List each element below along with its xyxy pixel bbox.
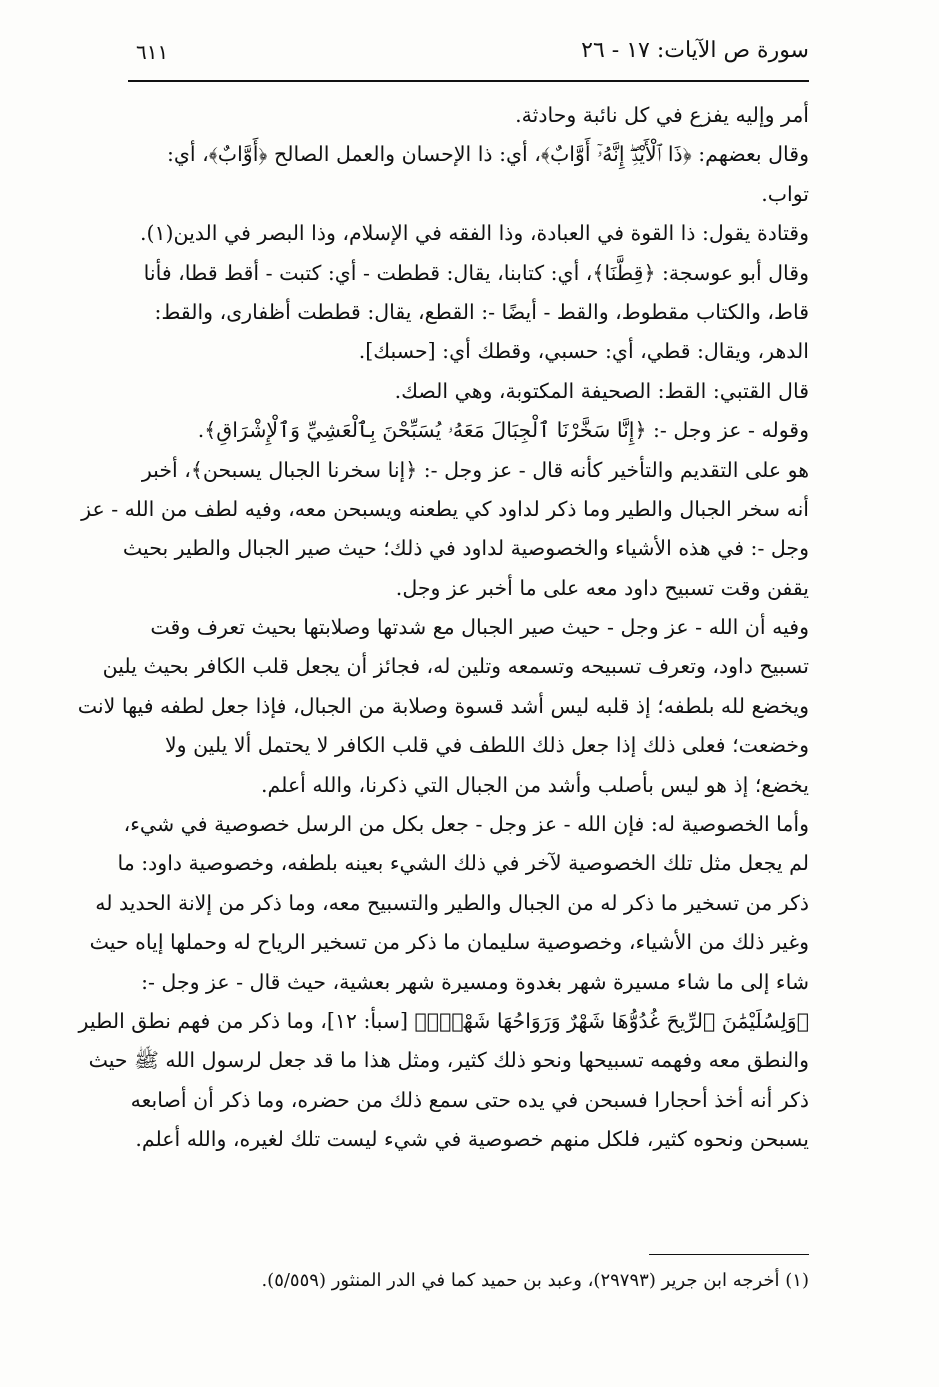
text-line: وفيه أن الله - عز وجل - حيث صير الجبال مع شدتها وصلابتها بحيث تعرف وقت [150, 615, 809, 640]
text-line: قاط، والكتاب مقطوط، والقط - أيضًا -: القطع، يقال: قططت أظفارى، والقط: [154, 299, 809, 324]
text-line: وقتادة يقول: ذا القوة في العبادة، وذا الفقه في الإسلام، وذا البصر في الدين(١). [139, 221, 809, 246]
text-line: ويخضع لله بلطفه؛ إذ قلبه ليس أشد قسوة وصلابة من الجبال، فإذا جعل لطفه فيها لانت [77, 693, 809, 718]
text-line: وقال أبو عوسجة: ﴿قِطَّنَا﴾، أي: كتابنا، يقال: قططت - أي: كتبت - أقط قطا، فأنا [143, 260, 809, 285]
text-line: ذكر من تسخير ما ذكر له من الجبال والطير والتسبيح معه، وما ذكر من إلانة الحديد له [95, 890, 809, 915]
text-line: قال القتبي: القط: الصحيفة المكتوبة، وهي الصك. [394, 378, 809, 403]
text-line: وقال بعضهم: ﴿ذَا ٱلْأَيْدِۖ إِنَّهُۥٓ أَوَّابٌ﴾، أي: ذا الإحسان والعمل الصالح ﴿أَوَّابٌ﴾، أي: [166, 142, 809, 167]
main-text [77, 96, 809, 1160]
text-line: أنه سخر الجبال والطير وما ذكر لداود كي يطعنه ويسبحن معه، وفيه لطف من الله - عز [81, 496, 809, 521]
text-line: يخضع؛ إذ هو ليس بأصلب وأشد من الجبال التي ذكرنا، والله أعلم. [261, 772, 809, 797]
text-line: تسبيح داود، وتعرف تسبيحه وتسمعه وتلين له، فجائز أن يجعل قلب الكافر بحيث يلين [102, 654, 809, 679]
page-header [128, 38, 809, 72]
text-line: لم يجعل مثل تلك الخصوصية لآخر في ذلك الشيء بعينه بلطفه، وخصوصية داود: ما [117, 851, 809, 876]
text-line: ذكر أنه أخذ أحجارا فسبحن في يده حتى سمع ذلك من حضره، وما ذكر أن أصابعه [130, 1087, 809, 1112]
text-line: شاء إلى ما شاء مسيرة شهر بغدوة ومسيرة شهر بعشية، حيث قال - عز وجل -: [141, 969, 809, 994]
text-line: ﴿وَلِسُلَيْمَٰنَ ٱلرِّيحَ غُدُوُّهَا شَهْرٌ وَرَوَاحُهَا شَهْرٌۖ﴾ [سبأ: ١٢]، وما ذكر من فهم نطق الطير [78, 1008, 809, 1033]
text-line: هو على التقديم والتأخير كأنه قال - عز وجل -: ﴿إنا سخرنا الجبال يسبحن﴾، أخبر [141, 457, 809, 482]
text-line: يسبحن ونحوه كثير، فلكل منهم خصوصية في شيء ليست تلك لغيره، والله أعلم. [135, 1127, 809, 1152]
text-line: وقوله - عز وجل -: ﴿إِنَّا سَخَّرْنَا ٱلْجِبَالَ مَعَهُۥ يُسَبِّحْنَ بِٱلْعَشِيِّ وَٱلْإِشْرَاقِ﴾. [197, 418, 809, 443]
text-line: الدهر، ويقال: قطي، أي: حسبي، وقطك أي: [حسبك]. [358, 339, 809, 364]
text-line: وخضعت؛ فعلى ذلك إذا جعل ذلك اللطف في قلب الكافر لا يحتمل ألا يلين ولا [164, 733, 809, 758]
page-title: سورة ص الآيات: ١٧ - ٢٦ [581, 38, 809, 63]
text-line: وجل -: في هذه الأشياء والخصوصية لداود في ذلك؛ حيث صير الجبال والطير بحيث [122, 536, 809, 561]
text-line: تواب. [761, 181, 809, 206]
footnote: (١) أخرجه ابن جرير (٢٩٧٩٣)، وعبد بن حميد كما في الدر المنثور (٥/٥٥٩). [261, 1270, 809, 1291]
text-line: وأما الخصوصية له: فإن الله - عز وجل - جعل بكل من الرسل خصوصية في شيء، [123, 812, 809, 837]
text-line: يقفن وقت تسبيح داود معه على ما أخبر عز وجل. [395, 575, 809, 600]
header-divider [128, 80, 809, 82]
footnote-divider [649, 1254, 809, 1255]
page-number: ٦١١ [136, 40, 169, 64]
text-line: أمر وإليه يفزع في كل نائبة وحادثة. [515, 103, 809, 127]
text-line: وغير ذلك من الأشياء، وخصوصية سليمان ما ذكر من تسخير الرياح له وحملها إياه حيث [89, 930, 809, 955]
text-line: والنطق معه وفهمه تسبيحها ونحو ذلك كثير، ومثل هذا ما قد جعل لرسول الله ﷺ حيث [88, 1048, 809, 1073]
